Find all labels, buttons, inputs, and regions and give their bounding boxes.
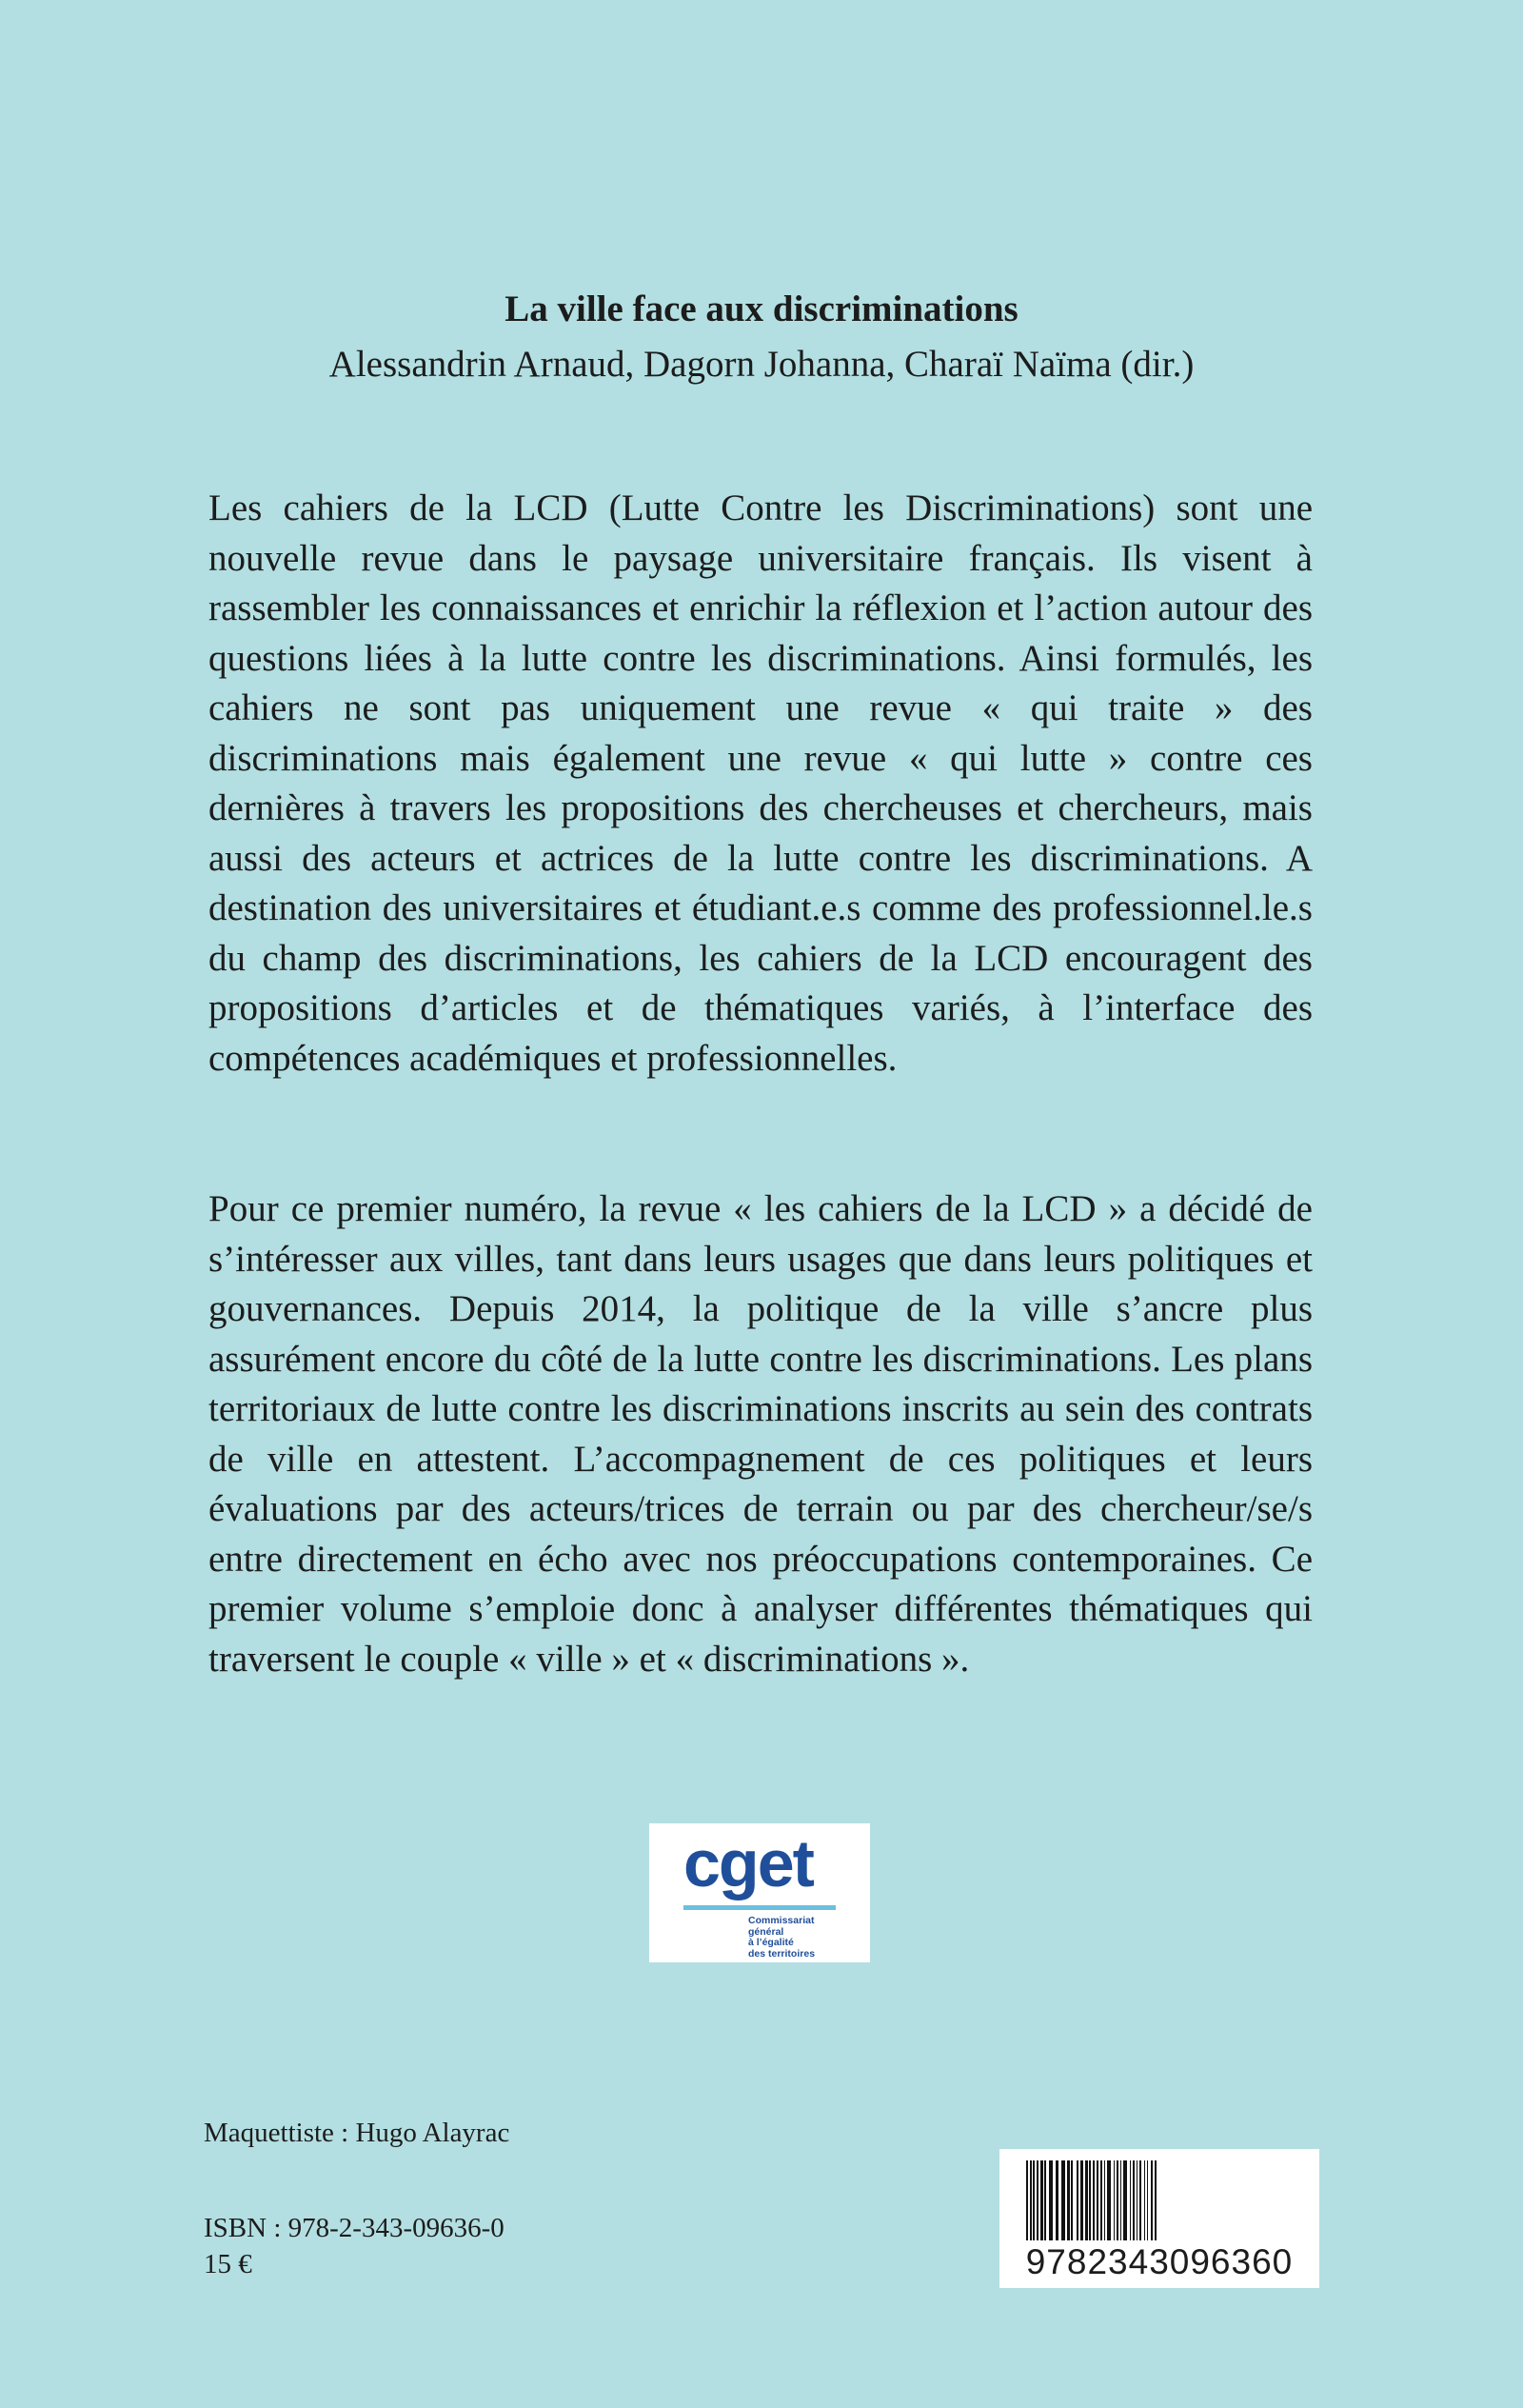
barcode-bar bbox=[1097, 2160, 1098, 2240]
barcode-bar bbox=[1133, 2160, 1135, 2240]
barcode-bar bbox=[1117, 2160, 1118, 2240]
barcode-bar bbox=[1085, 2160, 1088, 2240]
description-paragraph-2: Pour ce premier numéro, la revue « les cahiers de la LCD » a décidé de s’intéresser aux villes, tant dans leurs usages que dans leurs politiques et gouvernances. Depuis 2014, la politique de la ville s’ancre plus assurément encore du côté de la lutte contre les discriminations. Les plans territoriaux de lutte contre les discriminations inscrits au sein des contrats de ville en attestent. L’accompagnement de ces politiques et leurs évaluations par des acteurs/trices de terrain ou par des chercheur/se/s entre directement en écho avec nos préoccupations contemporaines. Ce premier volume s’emploie donc à analyser différentes thématiques qui traversent le couple « ville » et « discriminations ». bbox=[208, 1188, 1313, 1680]
barcode-bar bbox=[1104, 2160, 1105, 2240]
isbn: ISBN : 978-2-343-09636-0 bbox=[204, 2213, 504, 2243]
description-paragraph-1: Les cahiers de la LCD (Lutte Contre les Discriminations) sont une nouvelle revue dans le paysage universitaire français. Ils visent à rassembler les connaissances et enrichir la réflexion et l’action autour des questions liées à la lutte contre les discriminations. Ainsi formulés, les cahiers ne sont pas uniquement une revue « qui traite » des discriminations mais également une revue « qui lutte » contre ces dernières à travers les propositions des chercheuses et chercheurs, mais aussi des acteurs et actrices de la lutte contre les discriminations. A destination des universitaires et étudiant.e.s comme des professionnel.le.s du champ des discriminations, les cahiers de la LCD encouragent des propositions d’articles et de thématiques variés, à l’interface des compétences académiques et professionnelles. bbox=[208, 488, 1313, 1079]
barcode-bar bbox=[1089, 2160, 1091, 2240]
barcode-bar bbox=[1155, 2160, 1157, 2240]
book-authors: Alessandrin Arnaud, Dagorn Johanna, Charaï Naïma (dir.) bbox=[328, 344, 1195, 385]
barcode-bar bbox=[1077, 2160, 1078, 2240]
barcode-bar bbox=[1061, 2160, 1065, 2240]
barcode-bar bbox=[1100, 2160, 1102, 2240]
barcode-bar bbox=[1120, 2160, 1121, 2240]
barcode-bar bbox=[1144, 2160, 1145, 2240]
title-block bbox=[0, 282, 1523, 392]
book-title: La ville face aux discriminations bbox=[504, 289, 1019, 329]
price: 15 € bbox=[204, 2249, 252, 2279]
barcode-bar bbox=[1093, 2160, 1095, 2240]
cget-logo-subtitle-line: des territoires bbox=[748, 1947, 816, 1960]
barcode-bar bbox=[1147, 2160, 1148, 2240]
barcode-bar bbox=[1067, 2160, 1070, 2240]
cget-logo-subtitle-line: Commissariat bbox=[748, 1915, 815, 1926]
barcode-bar bbox=[1123, 2160, 1127, 2240]
barcode-bar bbox=[1139, 2160, 1141, 2240]
cget-logo-subtitle bbox=[748, 1916, 862, 1960]
cget-logo-subtitle-line: à l’égalité bbox=[748, 1937, 794, 1948]
cget-logo-wordmark: cget bbox=[683, 1826, 813, 1901]
barcode-bar bbox=[1033, 2160, 1035, 2240]
barcode-bar bbox=[1151, 2160, 1153, 2240]
barcode-bar bbox=[1056, 2160, 1058, 2240]
barcode-bar bbox=[1037, 2160, 1038, 2240]
barcode-bar bbox=[1130, 2160, 1131, 2240]
barcode-bar bbox=[1044, 2160, 1046, 2240]
barcode-bar bbox=[1026, 2160, 1028, 2240]
barcode bbox=[999, 2149, 1319, 2288]
cget-logo-underline bbox=[683, 1905, 836, 1910]
barcode-bar bbox=[1114, 2160, 1115, 2240]
barcode-bar bbox=[1040, 2160, 1043, 2240]
barcode-bar bbox=[1071, 2160, 1073, 2240]
barcode-bar bbox=[1080, 2160, 1083, 2240]
designer-credit: Maquettiste : Hugo Alayrac bbox=[204, 2118, 510, 2148]
barcode-bar bbox=[1049, 2160, 1053, 2240]
barcode-digits: 9782343096360 bbox=[1025, 2242, 1294, 2281]
barcode-bar bbox=[1107, 2160, 1111, 2240]
barcode-bar bbox=[1030, 2160, 1032, 2240]
cget-logo-subtitle-line: général bbox=[748, 1925, 784, 1938]
barcode-bars bbox=[1020, 2160, 1298, 2240]
cget-logo bbox=[649, 1823, 870, 1962]
